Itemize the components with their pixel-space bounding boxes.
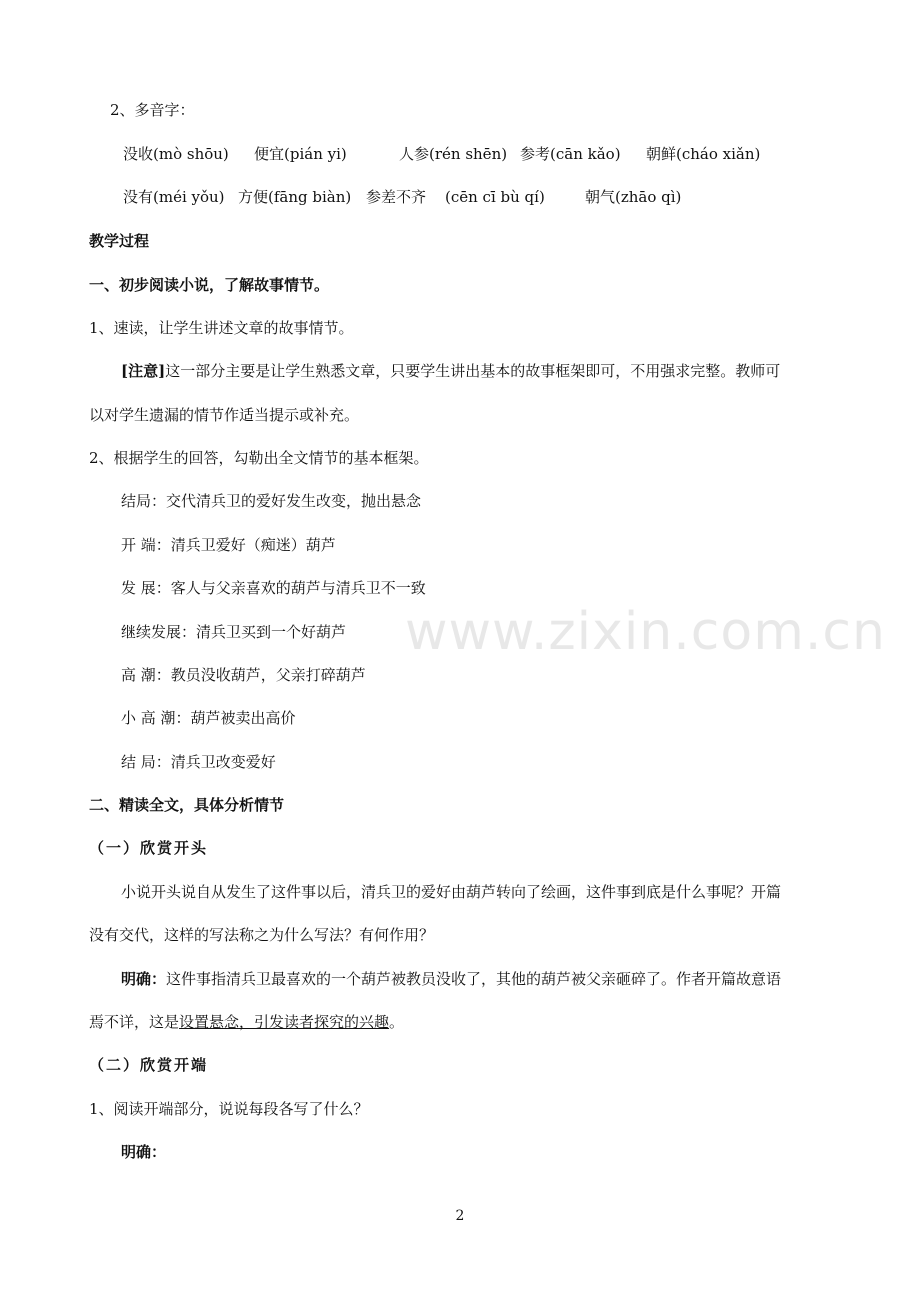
underlined-phrase: 设置悬念，引发读者探究的兴趣 xyxy=(179,1013,390,1031)
section-title: 教学过程 xyxy=(89,232,150,250)
answer-tag: 明确： xyxy=(121,1143,167,1161)
polyphone-word: (cēn cī bù qí) xyxy=(445,188,545,206)
polyphone-word: 没收(mò shōu) xyxy=(123,145,229,163)
plot-item: 结局：交代清兵卫的爱好发生改变，抛出悬念 xyxy=(121,492,422,510)
polyphone-word: 便宜(pián yi) xyxy=(254,145,347,163)
paragraph: 小说开头说自从发生了这件事以后，清兵卫的爱好由葫芦转向了绘画，这件事到底是什么事呢？开篇 xyxy=(121,883,782,901)
watermark: www.zixin.com.cn xyxy=(405,602,886,662)
part2-heading: 二、精读全文，具体分析情节 xyxy=(89,796,285,814)
polyphone-heading: 2、多音字： xyxy=(110,101,195,119)
answer-paragraph xyxy=(89,1012,404,1032)
answer-text: 。 xyxy=(389,1013,405,1031)
plot-item: 小 高 潮：葫芦被卖出高价 xyxy=(121,709,296,727)
plot-item: 高 潮：教员没收葫芦，父亲打碎葫芦 xyxy=(121,666,366,684)
polyphone-word: 方便(fāng biàn) xyxy=(238,188,352,206)
answer-tag: 明确： xyxy=(121,970,167,988)
part1-heading: 一、初步阅读小说，了解故事情节。 xyxy=(89,276,330,294)
subsection-heading: （二）欣赏开端 xyxy=(89,1056,209,1074)
polyphone-word: 参差不齐 xyxy=(366,188,427,206)
plot-item: 开 端：清兵卫爱好（痴迷）葫芦 xyxy=(121,536,336,554)
polyphone-word: 朝气(zhāo qì) xyxy=(585,188,682,206)
plot-item: 发 展：客人与父亲喜欢的葫芦与清兵卫不一致 xyxy=(121,579,426,597)
page-number: 2 xyxy=(455,1208,465,1224)
paragraph: 2、根据学生的回答，勾勒出全文情节的基本框架。 xyxy=(89,449,429,467)
answer-text: 这件事指清兵卫最喜欢的一个葫芦被教员没收了，其他的葫芦被父亲砸碎了。作者开篇故意语 xyxy=(166,970,782,988)
paragraph: 以对学生遗漏的情节作适当提示或补充。 xyxy=(89,406,360,424)
note-text: 这一部分主要是让学生熟悉文章，只要学生讲出基本的故事框架即可，不用强求完整。教师可 xyxy=(165,362,781,380)
note-paragraph xyxy=(121,361,780,381)
paragraph: 没有交代，这样的写法称之为什么写法？有何作用？ xyxy=(89,926,435,944)
plot-item: 结 局：清兵卫改变爱好 xyxy=(121,753,276,771)
polyphone-word: 朝鲜(cháo xiǎn) xyxy=(646,145,761,163)
paragraph: 1、速读，让学生讲述文章的故事情节。 xyxy=(89,319,354,337)
answer-text: 焉不详，这是 xyxy=(89,1013,180,1031)
answer-paragraph xyxy=(121,969,781,989)
subsection-heading: （一）欣赏开头 xyxy=(89,839,209,857)
paragraph: 1、阅读开端部分，说说每段各写了什么？ xyxy=(89,1100,369,1118)
polyphone-word: 参考(cān kǎo) xyxy=(520,145,621,163)
polyphone-word: 人参(rén shēn) xyxy=(399,145,508,163)
polyphone-word: 没有(méi yǒu) xyxy=(123,188,225,206)
note-tag: [注意] xyxy=(121,362,166,380)
plot-item: 继续发展：清兵卫买到一个好葫芦 xyxy=(121,623,347,641)
